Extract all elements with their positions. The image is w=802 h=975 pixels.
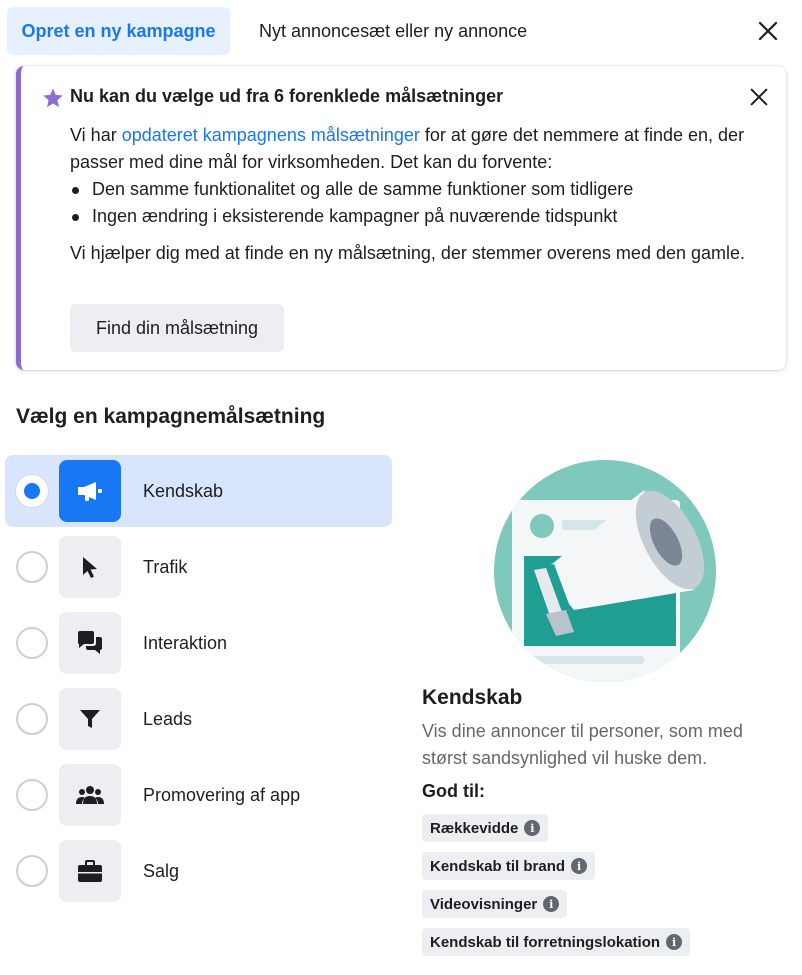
objective-traffic[interactable] — [5, 531, 392, 603]
objective-label: Interaktion — [143, 633, 228, 653]
objective-label: Leads — [143, 709, 193, 729]
detail-description: Vis dine annoncer til personer, som med størst sandsynlighed vil huske dem. — [422, 721, 743, 768]
tab-new-adset-or-ad[interactable]: Nyt annoncesæt eller ny annonce — [259, 21, 528, 41]
tag-label: Rækkevidde — [430, 819, 519, 837]
funnel-icon — [59, 688, 121, 750]
objective-app-promotion[interactable] — [5, 759, 392, 831]
find-objective-button[interactable]: Find din målsætning — [70, 304, 284, 352]
notice-body — [70, 122, 770, 267]
info-icon[interactable]: i — [524, 820, 540, 836]
radio-button[interactable] — [16, 475, 48, 507]
info-icon[interactable]: i — [666, 934, 682, 950]
objective-label: Promovering af app — [143, 785, 301, 805]
radio-button[interactable] — [16, 779, 48, 811]
close-icon[interactable] — [756, 19, 780, 43]
notice-close-icon[interactable] — [748, 86, 770, 108]
briefcase-icon — [59, 840, 121, 902]
tag-label: Videovisninger — [430, 895, 538, 913]
radio-button[interactable] — [16, 627, 48, 659]
notice-text: for at gøre det nemmere at finde en, der passer med dine mål for virksomheden. Det kan du forvente: — [70, 125, 745, 172]
section-title: Vælg en kampagnemålsætning — [16, 405, 326, 428]
objective-leads[interactable] — [5, 683, 392, 755]
radio-button[interactable] — [16, 703, 48, 735]
objective-label: Kendskab — [143, 481, 224, 501]
top-tabs — [0, 0, 802, 64]
awareness-illustration — [494, 460, 716, 682]
tag-brand-awareness — [422, 852, 595, 880]
radio-button[interactable] — [16, 551, 48, 583]
tab-new-campaign[interactable]: Opret en ny kampagne — [7, 7, 230, 55]
objective-sales[interactable] — [5, 835, 392, 907]
good-for-label: God til: — [422, 781, 485, 801]
star-icon — [42, 87, 64, 109]
people-icon — [59, 764, 121, 826]
radio-button[interactable] — [16, 855, 48, 887]
megaphone-icon — [59, 460, 121, 522]
info-icon[interactable]: i — [543, 896, 559, 912]
tag-video-views — [422, 890, 567, 918]
tag-store-location-awareness — [422, 928, 690, 956]
notice-bullet: Ingen ændring i eksisterende kampagner på nuværende tidspunkt — [70, 203, 770, 230]
notice-paragraph — [70, 122, 770, 176]
notice-bullets — [70, 176, 770, 230]
detail-title: Kendskab — [422, 686, 523, 709]
objective-awareness[interactable] — [5, 455, 392, 527]
info-icon[interactable]: i — [571, 858, 587, 874]
objective-label: Salg — [143, 861, 180, 881]
tag-label: Kendskab til forretningslokation — [430, 933, 661, 951]
notice-paragraph-2: Vi hjælper dig med at finde en ny målsætning, der stemmer overens med den gamle. — [70, 243, 746, 263]
notice-bullet: Den samme funktionalitet og alle de samme funktioner som tidligere — [70, 176, 770, 203]
objective-label: Trafik — [143, 557, 188, 577]
objective-engagement[interactable] — [5, 607, 392, 679]
objectives-update-notice — [16, 66, 786, 370]
cursor-icon — [59, 536, 121, 598]
notice-text: Vi har — [70, 125, 122, 145]
tag-reach — [422, 814, 548, 842]
updated-objectives-link[interactable]: opdateret kampagnens målsætninger — [121, 125, 420, 145]
notice-title: Nu kan du vælge ud fra 6 forenklede målsætninger — [70, 86, 504, 106]
tag-label: Kendskab til brand — [430, 857, 566, 875]
chat-bubbles-icon — [59, 612, 121, 674]
